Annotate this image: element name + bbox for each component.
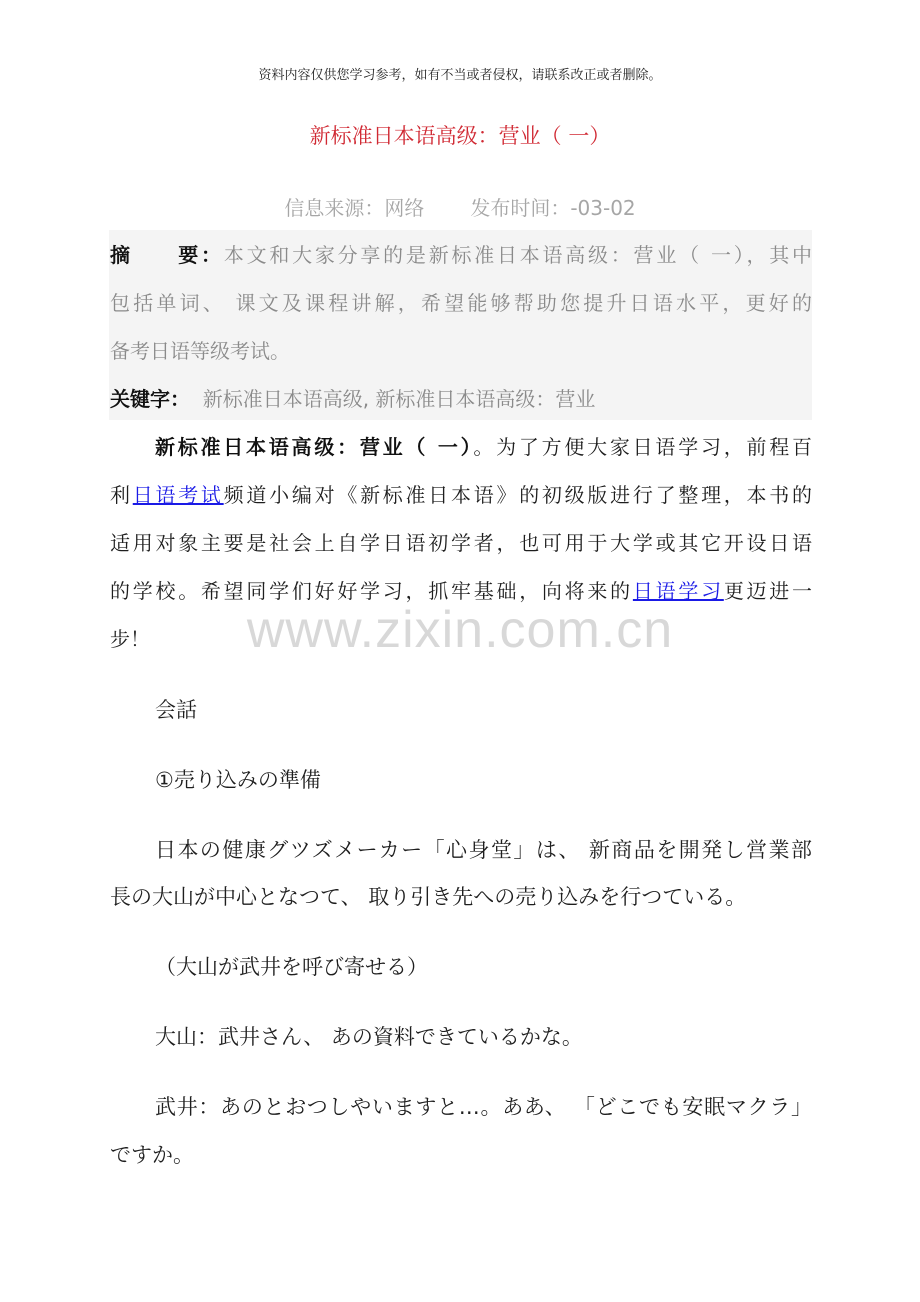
summary-text-1: 本文和大家分享的是新标准日本语高级：营业（ 一），其中 [223, 243, 813, 267]
copyright-notice: 资料内容仅供您学习参考，如有不当或者侵权，请联系改正或者删除。 [258, 68, 662, 83]
intro-text-2b: 频道小编对《新标准日本语》的初级版进行了整理，本书的 [223, 483, 813, 507]
intro-text-1: 。为了方便大家日语学习，前程百 [473, 435, 812, 459]
keywords-line [110, 384, 812, 414]
publish-date: 发布时间：-03-02 [470, 196, 636, 220]
keywords-label: 关键字： [110, 387, 190, 411]
source-info: 信息来源：网络 [284, 196, 425, 220]
article-title: 新标准日本语高级：营业（ 一） [309, 124, 611, 148]
intro-bold-lead: 新标准日本语高级：营业（ 一） [155, 435, 474, 459]
intro-text-2a: 利 [110, 483, 133, 507]
section-heading: 会話 [155, 698, 197, 722]
intro-line-3: 适用对象主要是社会上自学日语初学者，也可用于大学或其它开设日语 [110, 531, 812, 555]
summary-line-2: 包括单词、 课文及课程讲解，希望能够帮助您提升日语水平，更好的 [110, 291, 812, 315]
summary-line-1 [110, 240, 812, 270]
intro-text-4b: 更迈进一 [723, 579, 813, 603]
paragraph-1-line-1: 日本の健康グツズメーカー「心身堂」は、 新商品を開発し営業部 [155, 838, 812, 862]
dialogue-line-1: 大山：武井さん、 あの資料できているかな。 [155, 1025, 583, 1049]
summary-line-3: 备考日语等级考试。 [110, 339, 290, 363]
dialogue-line-2: 武井：あのとおつしやいますと…。ああ、 「どこでも安眠マクラ」 [155, 1095, 812, 1119]
section-subtitle: ①売り込みの準備 [155, 768, 321, 792]
stage-direction: （大山が武井を呼び寄せる） [155, 955, 428, 979]
watermark: www.zixin.com.cn [246, 601, 674, 659]
dialogue-line-2-cont: ですか。 [110, 1143, 194, 1167]
intro-line-5: 步！ [110, 627, 150, 651]
summary-label: 摘 要： [110, 243, 224, 267]
japanese-study-link[interactable]: 日语学习 [632, 579, 724, 603]
paragraph-1-line-2: 長の大山が中心となつて、 取り引き先への売り込みを行つている。 [110, 885, 747, 909]
article-meta [0, 192, 920, 221]
intro-text-4a: 的学校。希望同学们好好学习，抓牢基础，向将来的 [110, 579, 633, 603]
intro-line-2 [110, 480, 812, 510]
intro-line-1 [155, 432, 812, 462]
keywords-text: 新标准日本语高级, 新标准日本语高级：营业 [202, 387, 596, 411]
japanese-exam-link[interactable]: 日语考试 [132, 483, 224, 507]
